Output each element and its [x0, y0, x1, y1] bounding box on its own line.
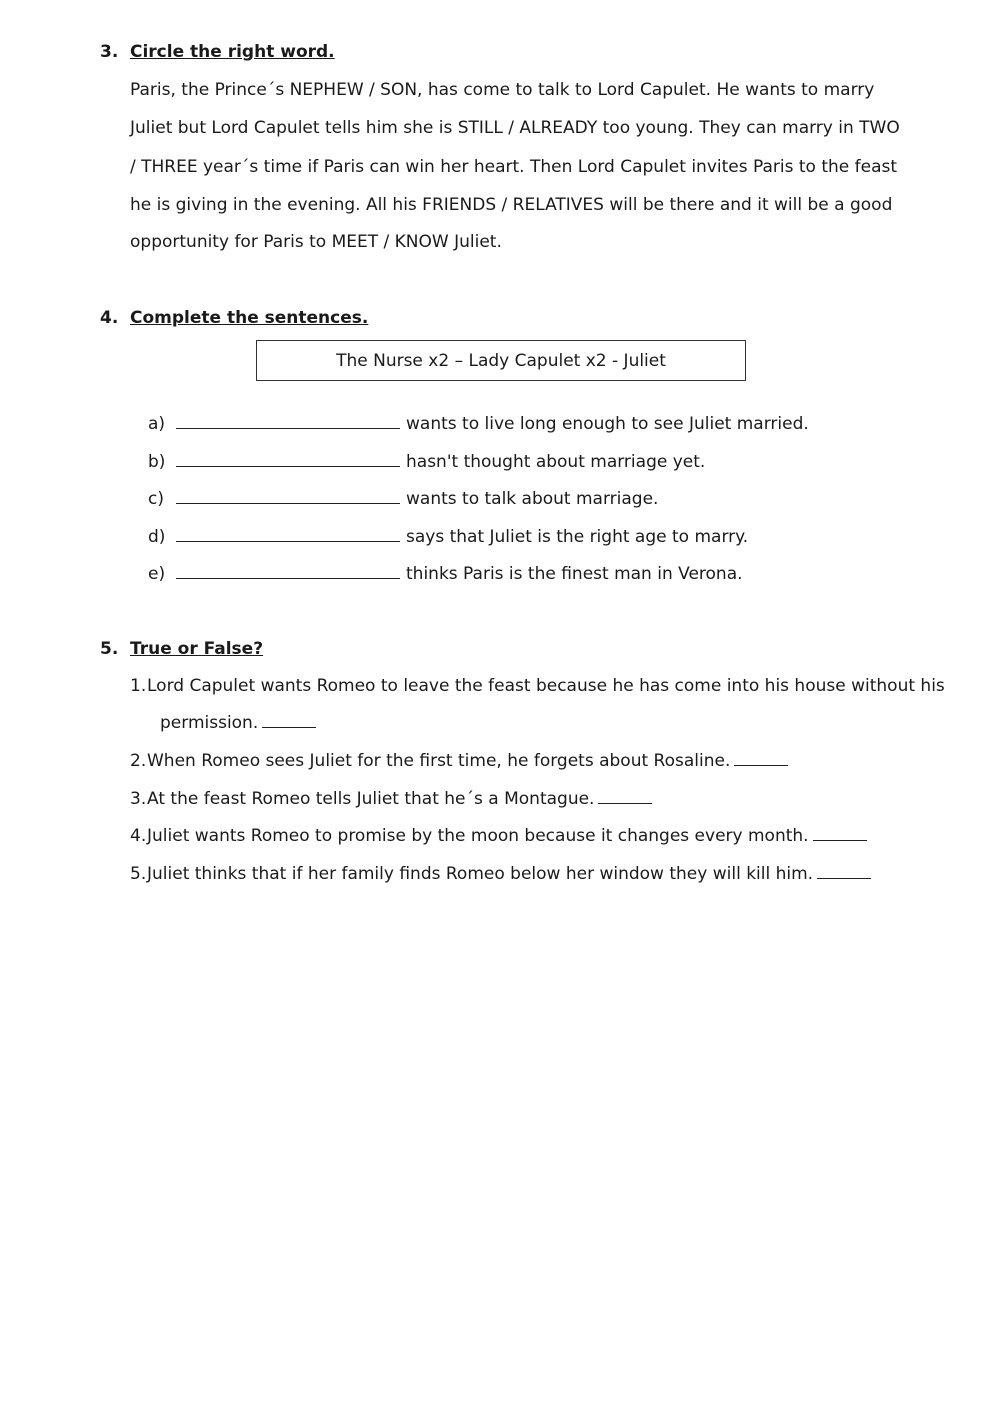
section-4-heading [100, 308, 368, 328]
word-bank-text: The Nurse x2 – Lady Capulet x2 - Juliet [336, 350, 666, 371]
item-text: says that Juliet is the right age to marry. [406, 527, 749, 547]
item-text: Juliet thinks that if her family finds Romeo below her window they will kill him. [147, 864, 814, 884]
answer-blank[interactable] [176, 564, 400, 579]
sentence-item [148, 414, 809, 434]
item-text-continuation: permission. [160, 713, 259, 733]
answer-blank[interactable] [176, 414, 400, 429]
paragraph-line: Juliet but Lord Capulet tells him she is STILL / ALREADY too young. They can marry in TWO [130, 118, 900, 138]
true-false-item [130, 826, 867, 846]
section-number: 4. [100, 308, 119, 328]
answer-blank[interactable] [176, 489, 400, 504]
item-number: 2. [130, 751, 147, 771]
section-number: 3. [100, 42, 119, 62]
section-title: Complete the sentences. [130, 308, 369, 328]
true-false-item [130, 864, 871, 884]
section-number: 5. [100, 639, 119, 659]
answer-blank[interactable] [176, 452, 400, 467]
section-3-heading [100, 42, 335, 62]
answer-blank[interactable] [813, 826, 867, 841]
paragraph-line: he is giving in the evening. All his FRIENDS / RELATIVES will be there and it will be a good [130, 195, 893, 215]
true-false-item [130, 676, 945, 696]
item-text: wants to live long enough to see Juliet married. [406, 414, 809, 434]
section-title: Circle the right word. [130, 42, 335, 62]
sentence-item [148, 527, 748, 547]
true-false-item [130, 789, 652, 809]
sentence-item [148, 489, 658, 509]
true-false-item [130, 751, 788, 771]
answer-blank[interactable] [176, 527, 400, 542]
item-text: wants to talk about marriage. [406, 489, 659, 509]
item-text: hasn't thought about marriage yet. [406, 452, 706, 472]
item-letter: e) [148, 564, 166, 584]
item-text: At the feast Romeo tells Juliet that he´s a Montague. [147, 789, 595, 809]
item-number: 5. [130, 864, 147, 884]
item-number: 3. [130, 789, 147, 809]
section-5-heading [100, 639, 263, 659]
answer-blank[interactable] [598, 789, 652, 804]
item-number: 4. [130, 826, 147, 846]
item-text: Lord Capulet wants Romeo to leave the feast because he has come into his house without his [147, 676, 945, 696]
item-text: Juliet wants Romeo to promise by the moon because it changes every month. [147, 826, 809, 846]
section-title: True or False? [130, 639, 264, 659]
item-letter: d) [148, 527, 166, 547]
item-letter: b) [148, 452, 166, 472]
item-text: thinks Paris is the finest man in Verona. [406, 564, 743, 584]
sentence-item [148, 564, 743, 584]
item-letter: a) [148, 414, 166, 434]
answer-blank[interactable] [817, 864, 871, 879]
word-bank-box [256, 340, 746, 381]
answer-blank[interactable] [734, 751, 788, 766]
sentence-item [148, 452, 705, 472]
item-number: 1. [130, 676, 147, 696]
paragraph-line: Paris, the Prince´s NEPHEW / SON, has come to talk to Lord Capulet. He wants to marry [130, 80, 875, 100]
paragraph-line: / THREE year´s time if Paris can win her heart. Then Lord Capulet invites Paris to the feast [130, 157, 898, 177]
answer-blank[interactable] [262, 713, 316, 728]
item-letter: c) [148, 489, 164, 509]
item-text: When Romeo sees Juliet for the first time, he forgets about Rosaline. [147, 751, 731, 771]
paragraph-line: opportunity for Paris to MEET / KNOW Juliet. [130, 232, 502, 252]
true-false-item-continuation [160, 713, 316, 733]
